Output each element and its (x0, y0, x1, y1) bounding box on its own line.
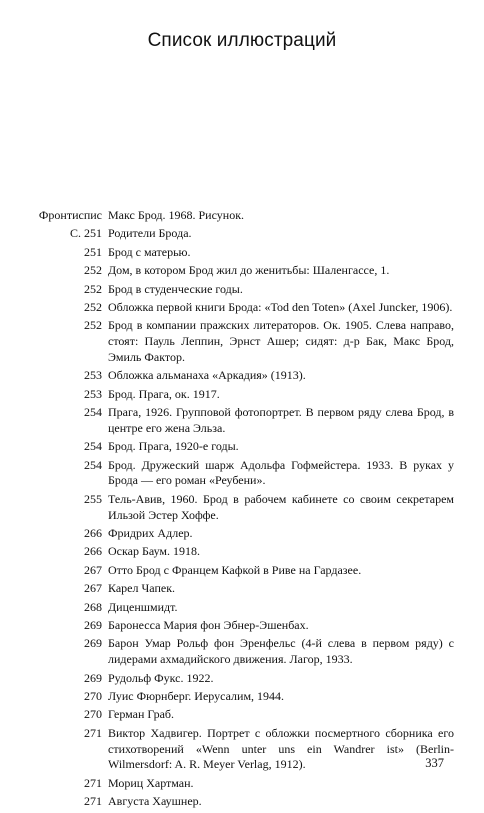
list-item (30, 368, 454, 384)
page-ref: 251 (84, 244, 102, 259)
page-ref: 252 (84, 263, 102, 278)
page-ref: 252 (84, 318, 102, 333)
list-item (30, 208, 454, 224)
illustration-caption: Диценшмидт. (108, 599, 178, 614)
illustration-caption: Виктор Хадвигер. Портрет с обложки посмертного сборника его стихотворений «Wenn unter uns ein Wandrer ist» (Berlin-Wilmersdorf: A. R. Meyer Verlag, 1912). (108, 725, 454, 772)
illustration-caption: Дом, в котором Брод жил до женитьбы: Шаленгассе, 1. (108, 263, 390, 278)
illustration-caption: Оскар Баум. 1918. (108, 544, 201, 559)
list-item (30, 405, 454, 437)
list-item (30, 526, 454, 542)
page-ref: 266 (84, 544, 102, 559)
page-ref: С. 251 (69, 226, 102, 241)
list-item (30, 544, 454, 560)
illustration-caption: Брод в компании пражских литераторов. Ок. 1905. Слева направо, стоят: Пауль Леппин, Эрнст Ашер; сидят: д-р Бак, Макс Брод, Эмиль Фактор. (108, 318, 454, 364)
illustration-caption: Прага, 1926. Групповой фотопортрет. В первом ряду слева Брод, в центре его жена Эльза. (108, 405, 454, 435)
list-item (30, 563, 454, 579)
list-item (30, 226, 454, 242)
list-item (30, 439, 454, 455)
illustration-caption: Мориц Хартман. (108, 775, 194, 790)
list-item (30, 689, 454, 705)
list-item (30, 318, 454, 365)
page-ref: 268 (84, 599, 102, 614)
illustration-caption: Августа Хаушнер. (108, 794, 202, 809)
page-ref: 266 (84, 526, 102, 541)
page-ref: 269 (84, 670, 102, 685)
illustrations-list (30, 208, 454, 813)
illustration-caption: Брод. Прага, ок. 1917. (108, 386, 220, 401)
list-item (30, 245, 454, 261)
page-ref: 271 (84, 725, 102, 740)
page-ref: 267 (84, 581, 102, 596)
illustration-caption: Карел Чапек. (108, 581, 176, 596)
illustration-caption: Луис Фюрнберг. Иерусалим, 1944. (108, 688, 285, 703)
page-title: Список иллюстраций (147, 30, 337, 51)
illustration-caption: Баронесса Мария фон Эбнер-Эшенбах. (108, 618, 309, 633)
page-ref: Фронтиспис (38, 208, 102, 222)
page-ref: 254 (84, 457, 102, 472)
illustration-caption: Брод. Прага, 1920-е годы. (108, 439, 239, 454)
illustration-caption: Обложка первой книги Брода: «Tod den Toten» (Axel Juncker, 1906). (108, 299, 453, 314)
page-ref: 253 (84, 386, 102, 401)
page-ref: 271 (84, 794, 102, 809)
list-item (30, 458, 454, 490)
list-item (30, 726, 454, 773)
page-ref: 253 (84, 368, 102, 383)
illustration-caption: Герман Граб. (108, 707, 175, 722)
page-ref: 270 (84, 688, 102, 703)
page-ref: 269 (84, 636, 102, 651)
list-item (30, 581, 454, 597)
illustration-caption: Брод. Дружеский шарж Адольфа Гофмейстера. 1933. В руках у Брода — его роман «Реубени». (108, 457, 454, 488)
page-ref: 252 (84, 299, 102, 314)
list-item (30, 636, 454, 668)
list-item (30, 263, 454, 279)
illustration-caption: Фридрих Адлер. (108, 526, 193, 541)
illustration-caption: Обложка альманаха «Аркадия» (1913). (108, 368, 306, 383)
illustration-caption: Брод в студенческие годы. (108, 281, 243, 296)
list-item (30, 707, 454, 723)
page-ref: 270 (84, 707, 102, 722)
illustration-caption: Отто Брод с Францем Кафкой в Риве на Гардазее. (108, 562, 362, 577)
page-ref: 271 (84, 775, 102, 790)
list-item (30, 387, 454, 403)
list-item (30, 300, 454, 316)
page-ref: 254 (84, 439, 102, 454)
list-item (30, 618, 454, 634)
illustration-caption: Рудольф Фукс. 1922. (108, 670, 214, 685)
illustration-caption: Брод с матерью. (108, 244, 191, 259)
illustration-caption: Макс Брод. 1968. Рисунок. (108, 208, 245, 222)
list-item (30, 600, 454, 616)
illustration-caption: Тель-Авив, 1960. Брод в рабочем кабинете со своим секретарем Ильзой Эстер Хоффе. (108, 491, 454, 522)
list-item (30, 794, 454, 810)
illustration-caption: Барон Умар Рольф фон Эренфельс (4-й слева в первом ряду) с лидерами ахмадийского движения. Лагор, 1933. (108, 636, 454, 667)
page-number: 337 (425, 756, 444, 770)
list-item (30, 776, 454, 792)
page-ref: 254 (84, 405, 102, 420)
page-ref: 269 (84, 618, 102, 633)
illustration-caption: Родители Брода. (108, 226, 192, 241)
list-item (30, 282, 454, 298)
page-ref: 255 (84, 491, 102, 506)
list-item (30, 671, 454, 687)
list-item (30, 492, 454, 524)
page-ref: 252 (84, 281, 102, 296)
page-ref: 267 (84, 562, 102, 577)
